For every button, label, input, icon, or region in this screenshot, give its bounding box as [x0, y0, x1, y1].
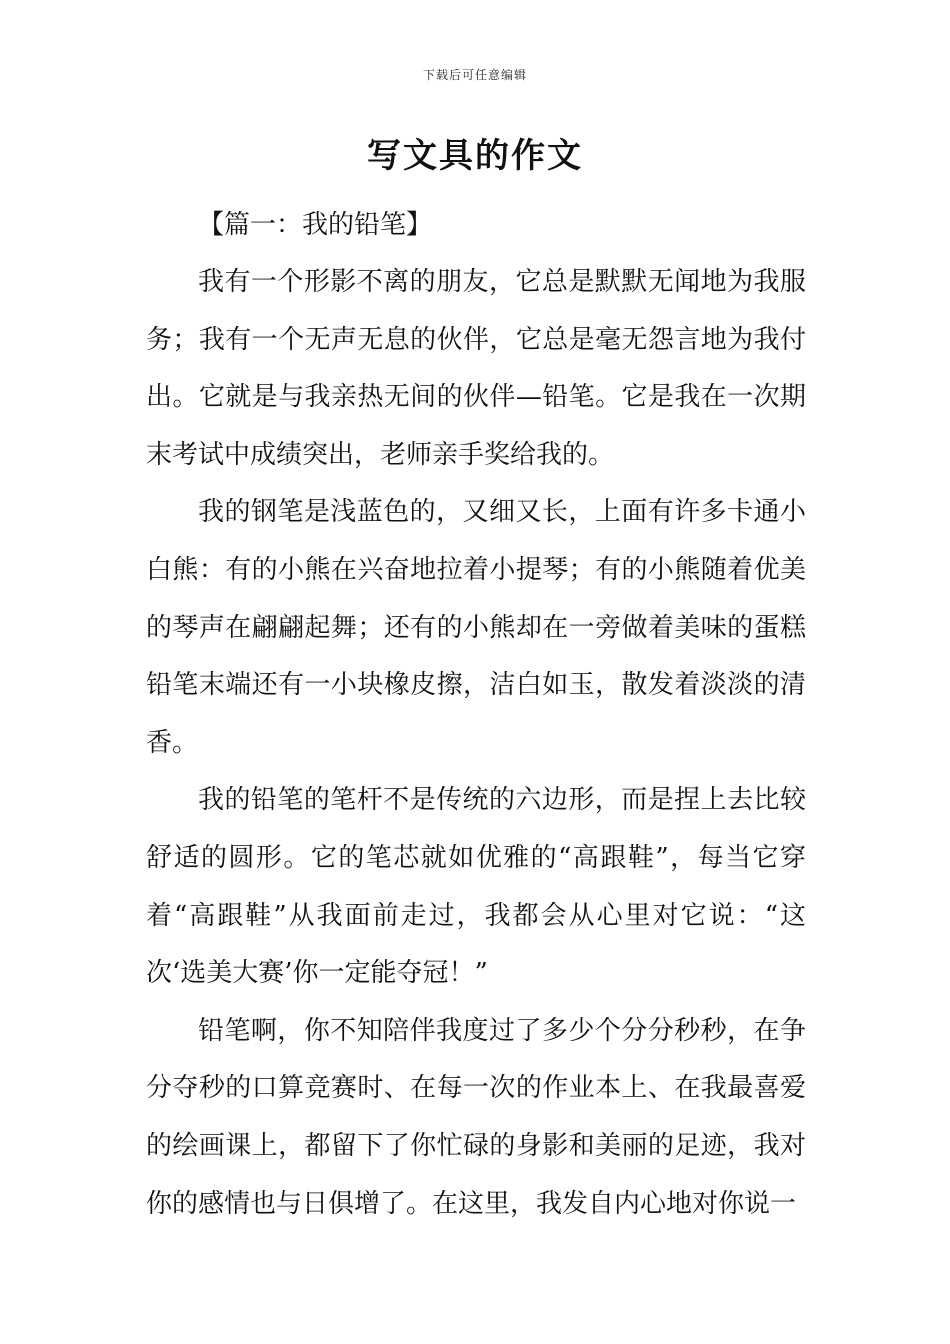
paragraph-1: 我有一个形影不离的朋友，它总是默默无闻地为我服务；我有一个无声无息的伙伴，它总是毫无怨言地为我付出。它就是与我亲热无间的伙伴—铅笔。它是我在一次期末考试中成绩突出，老师亲手奖给我的。 — [146, 267, 806, 470]
header-note: 下载后可任意编辑 — [422, 68, 527, 82]
document-body — [146, 196, 806, 1233]
paragraph-3: 我的铅笔的笔杆不是传统的六边形，而是捏上去比较舒适的圆形。它的笔芯就如优雅的“高跟鞋”，每当它穿着“高跟鞋”从我面前走过，我都会从心里对它说：“这次‘选美大赛’你一定能夺冠！” — [146, 785, 806, 989]
paragraph-2: 我的钢笔是浅蓝色的，又细又长，上面有许多卡通小白熊：有的小熊在兴奋地拉着小提琴；有的小熊随着优美的琴声在翩翩起舞；还有的小熊却在一旁做着美味的蛋糕铅笔末端还有一小块橡皮擦，洁白如玉，散发着淡淡的清香。 — [146, 497, 806, 758]
document-title: 写文具的作文 — [367, 136, 583, 176]
section-heading: 【篇一：我的铅笔】 — [198, 210, 433, 240]
paragraph-4: 铅笔啊，你不知陪伴我度过了多少个分分秒秒，在争分夺秒的口算竞赛时、在每一次的作业本上、在我最喜爱的绘画课上，都留下了你忙碌的身影和美丽的足迹，我对你的感情也与日俱增了。在这里，我发自内心地对你说一 — [146, 1015, 806, 1219]
